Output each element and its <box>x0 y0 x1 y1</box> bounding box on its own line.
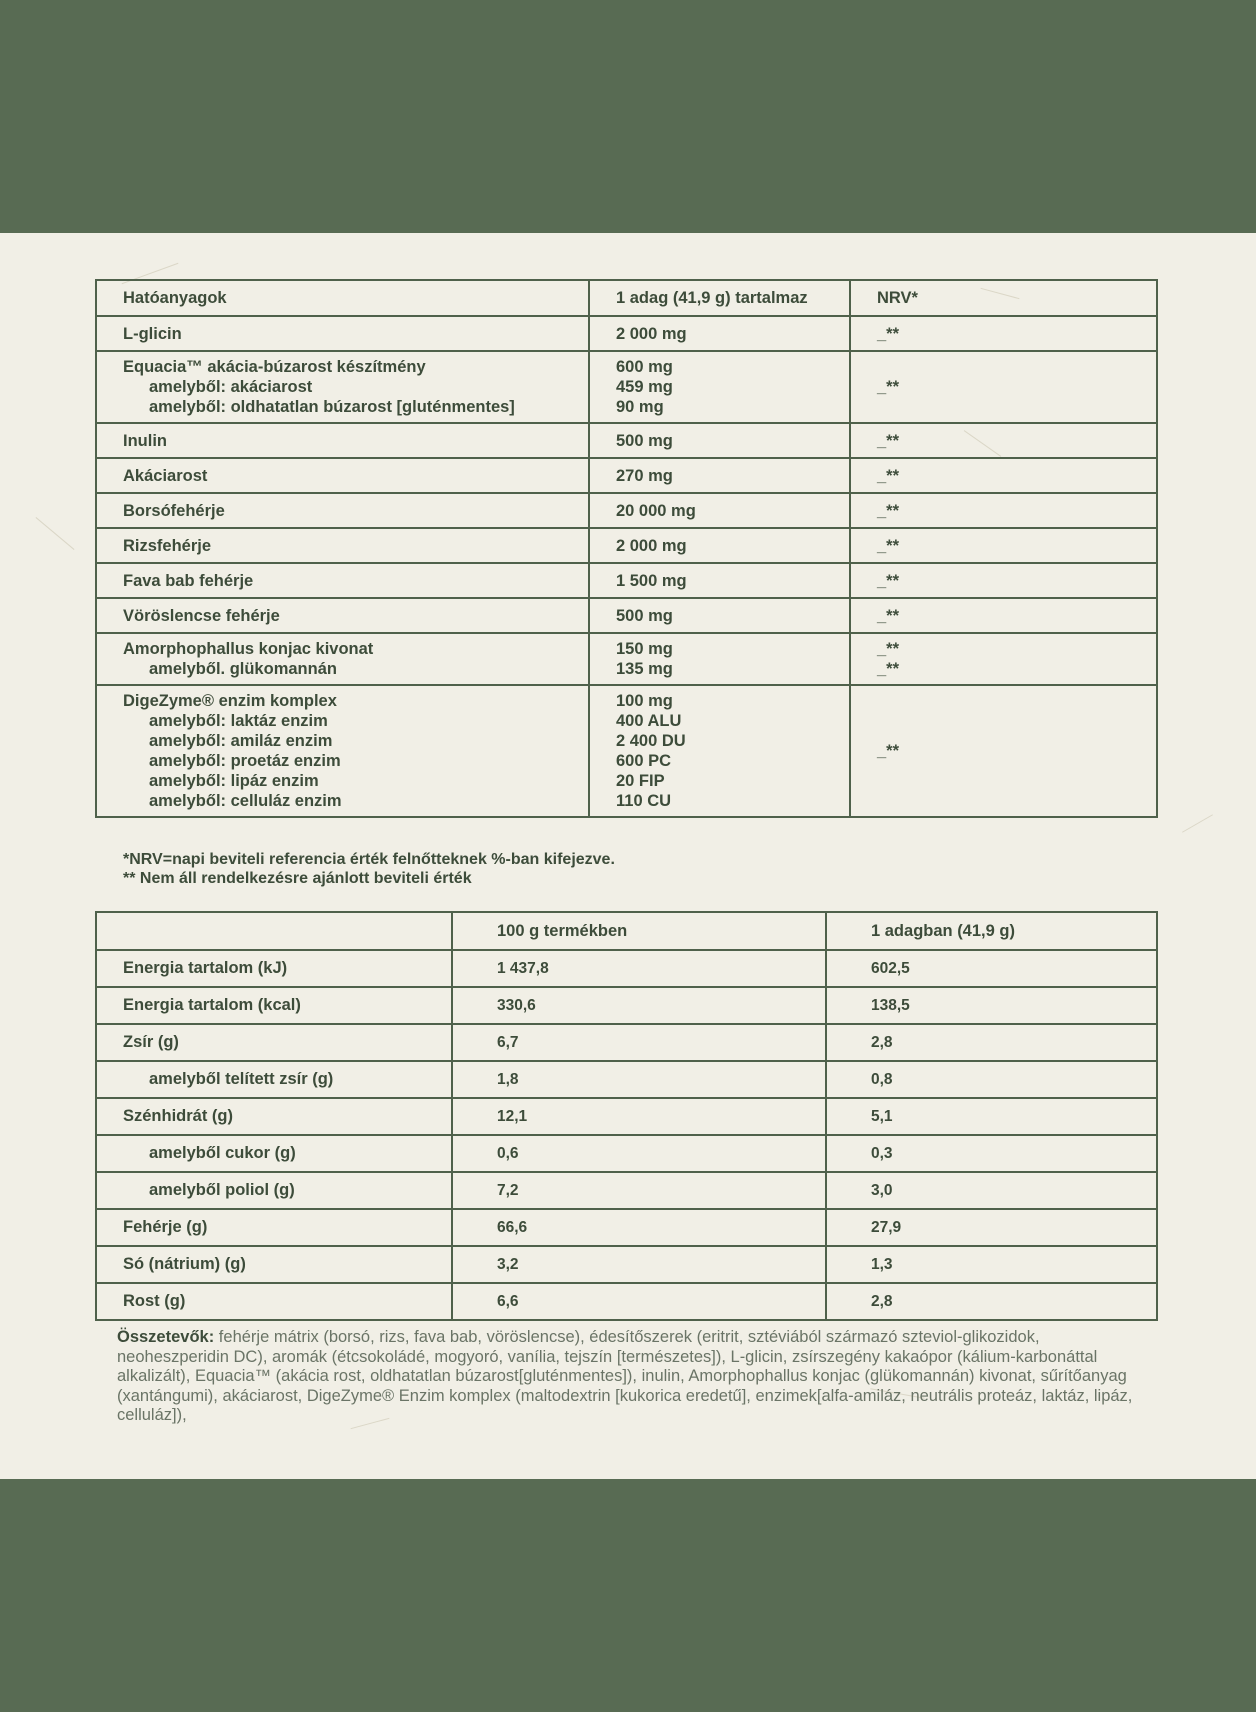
ingredient-amount: 2 000 mg <box>589 316 850 351</box>
ingredient-name: Amorphophallus konjac kivonat amelyből. glükomannán <box>96 633 589 685</box>
ingredient-nrv: _** <box>850 493 1157 528</box>
nutrient-label: Energia tartalom (kcal) <box>96 987 452 1024</box>
nutrient-label: Szénhidrát (g) <box>96 1098 452 1135</box>
ingredient-name: Vöröslencse fehérje <box>96 598 589 633</box>
col-header-nrv: NRV* <box>850 280 1157 316</box>
ingredients-label: Összetevők: <box>117 1328 215 1346</box>
top-band <box>0 0 1256 233</box>
table-row <box>96 1246 1157 1283</box>
col-header-blank <box>96 912 452 950</box>
nutrient-per-serving: 602,5 <box>826 950 1157 987</box>
nutrient-per-serving: 2,8 <box>826 1024 1157 1061</box>
nutrient-per-100g: 330,6 <box>452 987 826 1024</box>
nutrient-label: Energia tartalom (kJ) <box>96 950 452 987</box>
table-row <box>96 1024 1157 1061</box>
nutrient-per-100g: 6,7 <box>452 1024 826 1061</box>
nutrient-per-100g: 1,8 <box>452 1061 826 1098</box>
table-row <box>96 528 1157 563</box>
ingredient-name: Equacia™ akácia-búzarost készítmény amelyből: akáciarost amelyből: oldhatatlan búzarost [gluténmentes] <box>96 351 589 423</box>
nutrient-per-serving: 27,9 <box>826 1209 1157 1246</box>
ingredient-name: Fava bab fehérje <box>96 563 589 598</box>
nrv-footnotes <box>123 850 615 888</box>
ingredients-text <box>117 1328 1137 1426</box>
nutrition-table <box>95 911 1158 1321</box>
footnote-nrv: *NRV=napi beviteli referencia érték felnőtteknek %-ban kifejezve. <box>123 851 615 868</box>
ingredient-amount: 1 500 mg <box>589 563 850 598</box>
active-ingredients-table <box>95 279 1158 818</box>
col-header-amount: 1 adag (41,9 g) tartalmaz <box>589 280 850 316</box>
nutrient-label: Fehérje (g) <box>96 1209 452 1246</box>
footnote-no-reference: ** Nem áll rendelkezésre ajánlott beviteli érték <box>123 870 472 887</box>
bottom-band <box>0 1479 1256 1712</box>
nutrient-per-serving: 5,1 <box>826 1098 1157 1135</box>
table-row <box>96 563 1157 598</box>
ingredient-nrv: _** <box>850 423 1157 458</box>
ingredient-amount: 500 mg <box>589 423 850 458</box>
table-row <box>96 633 1157 685</box>
col-header-per-serving: 1 adagban (41,9 g) <box>826 912 1157 950</box>
table-row <box>96 987 1157 1024</box>
ingredient-nrv: _** <box>850 528 1157 563</box>
ingredient-amount: 100 mg 400 ALU 2 400 DU 600 PC 20 FIP 110 CU <box>589 685 850 817</box>
table-row <box>96 1283 1157 1320</box>
nutrient-per-100g: 66,6 <box>452 1209 826 1246</box>
nutrient-per-100g: 0,6 <box>452 1135 826 1172</box>
ingredient-name: L-glicin <box>96 316 589 351</box>
nutrient-per-100g: 7,2 <box>452 1172 826 1209</box>
nutrient-label: amelyből telített zsír (g) <box>96 1061 452 1098</box>
ingredient-nrv: _** <box>850 316 1157 351</box>
ingredient-name: DigeZyme® enzim komplex amelyből: laktáz enzim amelyből: amiláz enzim amelyből: proetáz enzim amelyből: lipáz enzim amelyből: celluláz enzim <box>96 685 589 817</box>
label-panel <box>0 233 1256 1479</box>
nutrient-per-serving: 0,8 <box>826 1061 1157 1098</box>
ingredient-nrv: _** <box>850 685 1157 817</box>
nutrient-label: Zsír (g) <box>96 1024 452 1061</box>
nutrient-per-100g: 6,6 <box>452 1283 826 1320</box>
table-row <box>96 950 1157 987</box>
table-header-row <box>96 912 1157 950</box>
table-row <box>96 493 1157 528</box>
nutrient-per-serving: 1,3 <box>826 1246 1157 1283</box>
table-row <box>96 1135 1157 1172</box>
table-row <box>96 1209 1157 1246</box>
table-row <box>96 1061 1157 1098</box>
table-row <box>96 1098 1157 1135</box>
table-row <box>96 423 1157 458</box>
nutrient-label: Só (nátrium) (g) <box>96 1246 452 1283</box>
col-header-per-100g: 100 g termékben <box>452 912 826 950</box>
nutrient-per-100g: 3,2 <box>452 1246 826 1283</box>
col-header-ingredient: Hatóanyagok <box>96 280 589 316</box>
ingredient-name: Akáciarost <box>96 458 589 493</box>
table-row <box>96 598 1157 633</box>
ingredient-name: Borsófehérje <box>96 493 589 528</box>
nutrient-per-serving: 3,0 <box>826 1172 1157 1209</box>
nutrient-label: amelyből cukor (g) <box>96 1135 452 1172</box>
ingredient-nrv: _** <box>850 563 1157 598</box>
ingredient-name: Inulin <box>96 423 589 458</box>
table-row <box>96 685 1157 817</box>
ingredient-nrv: _** <box>850 458 1157 493</box>
nutrient-label: amelyből poliol (g) <box>96 1172 452 1209</box>
ingredient-amount: 150 mg 135 mg <box>589 633 850 685</box>
nutrient-label: Rost (g) <box>96 1283 452 1320</box>
ingredient-amount: 20 000 mg <box>589 493 850 528</box>
table-row <box>96 1172 1157 1209</box>
nutrient-per-serving: 138,5 <box>826 987 1157 1024</box>
ingredient-amount: 500 mg <box>589 598 850 633</box>
ingredient-nrv: _** <box>850 351 1157 423</box>
ingredients-list: fehérje mátrix (borsó, rizs, fava bab, vöröslencse), édesítőszerek (eritrit, sztéviából származó szteviol-glikozidok, neoheszperidin DC), aromák (étcsokoládé, mogyoró, vanília, tejszín [természetes]), L-glicin, zsírszegény kakaópor (kálium-karbonáttal alkalizált), Equacia™ (akácia rost, oldhatatlan búzarost[gluténmentes]), inulin, Amorphophallus konjac (glükomannán) kivonat, sűrítőanyag (xantángumi), akáciarost, DigeZyme® Enzim komplex (maltodextrin [kukorica eredetű], enzimek[alfa-amiláz, neutrális proteáz, laktáz, lipáz, celluláz]), <box>117 1328 1133 1424</box>
ingredient-amount: 600 mg 459 mg 90 mg <box>589 351 850 423</box>
table-row <box>96 351 1157 423</box>
ingredient-name: Rizsfehérje <box>96 528 589 563</box>
nutrient-per-100g: 12,1 <box>452 1098 826 1135</box>
ingredient-amount: 270 mg <box>589 458 850 493</box>
ingredient-nrv: _** _** <box>850 633 1157 685</box>
nutrient-per-serving: 0,3 <box>826 1135 1157 1172</box>
nutrient-per-serving: 2,8 <box>826 1283 1157 1320</box>
nutrient-per-100g: 1 437,8 <box>452 950 826 987</box>
table-header-row <box>96 280 1157 316</box>
ingredient-nrv: _** <box>850 598 1157 633</box>
ingredient-amount: 2 000 mg <box>589 528 850 563</box>
table-row <box>96 316 1157 351</box>
table-row <box>96 458 1157 493</box>
